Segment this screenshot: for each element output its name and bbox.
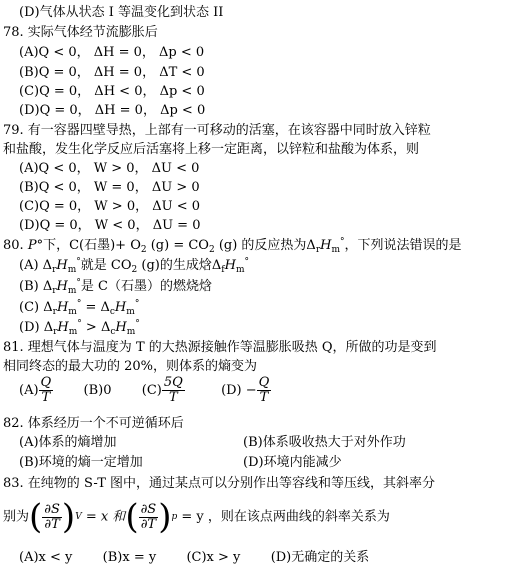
q80-pressure: P° [27,238,44,253]
q80-number: 80. [3,238,24,253]
q79-option-a: (A)Q < 0， W > 0， ΔU < 0 [19,161,200,176]
sub-m: m [126,307,135,317]
q81-option-b: (B)0 [83,383,112,398]
q80-option-d [19,320,140,336]
sub-2: 2 [131,265,138,275]
q80-b-pre: (B) Δ [19,279,53,294]
sup-deg: ° [77,319,82,329]
q80-stem-c: (g) 的反应热为Δ [214,238,316,253]
q81-option-d [221,375,271,405]
q81-option-c [141,375,185,405]
paren-left: ( [29,497,43,537]
q81-c-label: (C) [141,383,162,398]
sup-deg: ° [76,299,82,309]
frac-num: Q [40,375,52,390]
q81-stem-line2: 相同终态的最大功的 20%，则体系的熵变为 [3,359,258,374]
sub-r: r [52,265,57,275]
q83-eq-y: = y ，则在该点两曲线的斜率关系为 [177,509,390,525]
frac-num: Q [258,375,270,390]
symbol-h: H [114,300,127,315]
option-d-prev: (D)气体从状态 I 等温变化到状态 II [19,5,224,20]
q80-option-a [19,258,249,274]
q80-d-pre: (D) Δ [19,320,54,335]
sup-deg: ° [134,299,140,309]
sub-m: m [331,245,341,255]
q78-option-d: (D)Q = 0， ΔH = 0， Δp < 0 [19,103,206,118]
q81-d-label: (D) − [221,383,257,398]
sub-m: m [235,265,245,275]
q80-option-b [19,279,212,295]
frac-den: T [259,390,269,405]
q80-stem-a: 下，C(石墨)+ O [43,238,141,253]
q80-stem [3,238,462,254]
q80-stem-b: (g) = CO [146,238,209,253]
q78-option-c: (C)Q = 0， ΔH < 0， Δp < 0 [19,84,205,99]
q79-stem-line2: 和盐酸，发生化学反应后活塞将上移一定距离，以锌粒和盐酸为体系，则 [3,142,420,157]
partial-s: ∂S [140,501,157,517]
sub-m: m [67,265,77,275]
q78-option-b: (B)Q = 0， ΔH = 0， ΔT < 0 [19,65,205,80]
sub-m: m [67,286,77,296]
q79-option-d: (D)Q = 0， W < 0， ΔU = 0 [19,218,201,233]
sub-2: 2 [208,245,215,255]
q83-options [19,550,369,566]
paren-right: ) [61,497,76,537]
q79-option-c: (C)Q = 0， W > 0， ΔU < 0 [19,199,201,214]
sub-r: r [53,327,58,337]
q82-option-c: (B)环境的熵一定增加 [19,455,143,470]
partial-t: ∂T [44,516,60,532]
q83-pre: 别为 [3,509,30,525]
partial-s: ∂S [44,501,60,517]
paren-right: ) [158,497,172,537]
sub-2: 2 [140,245,147,255]
symbol-h: H [115,320,127,335]
q80-option-c [19,300,139,316]
sub-r: r [52,286,57,296]
symbol-h: H [56,300,69,315]
sub-m: m [126,327,136,337]
q82-option-a: (A)体系的熵增加 [19,435,117,450]
q82-option-d: (D)环境内能减少 [243,455,342,470]
q80-a-mid: 就是 CO [80,258,132,273]
q80-a-end: (g)的生成焓Δ [137,258,222,273]
q80-d-mid: > Δ [81,320,111,335]
sup-deg: ° [76,257,81,267]
q80-c-pre: (C) Δ [19,300,53,315]
sup-deg: ° [244,257,249,267]
q81-stem-line1: 81. 理想气体与温度为 T 的大热源接触作等温膨胀吸热 Q，所做的功是变到 [3,340,437,355]
q83-stem-line2: 别为 ( $\frac{\partial S}{\partial T}$ ) V = x 和 ( $\frac{\partial S}{\partial T}$ ) p = y ，则在该点两曲线的斜率关系为 [3,497,390,537]
q83-option-d: (D)无确定的关系 [270,550,370,565]
symbol-h: H [56,258,68,273]
q79-option-b: (B)Q < 0， W = 0， ΔU > 0 [19,180,200,195]
sup-deg: ° [135,319,140,329]
q82-option-b: (B)体系吸收热大于对外作功 [243,435,406,450]
q83-eq-x: = x 和 [81,509,126,525]
q83-option-b: (B)x = y [102,550,157,565]
sub-c: c [109,307,115,317]
q83-option-c: (C)x > y [186,550,241,565]
sup-deg: ° [340,237,345,247]
sup-deg: ° [76,278,81,288]
frac-den: T [168,390,178,405]
q82-stem: 82. 体系经历一个不可逆循环后 [3,416,184,431]
sub-m: m [68,327,78,337]
q83-stem-line1: 83. 在纯物的 S-T 图中，通过某点可以分别作出等容线和等压线，其斜率分 [3,476,436,491]
q81-options [19,376,271,406]
symbol-h: H [224,258,236,273]
q80-stem-d: ，下列说法错误的是 [344,238,462,253]
q83-option-a: (A)x < y [19,550,73,565]
sub-c: c [110,327,116,337]
paren-left: ( [125,497,139,537]
q80-b-end: 是 C（石墨）的燃烧焓 [80,279,213,294]
partial-t: ∂T [140,516,157,532]
frac-num: 5Q [163,375,183,390]
sub-r: r [52,307,57,317]
sub-r: r [315,245,321,255]
symbol-h: H [320,238,332,253]
symbol-h: H [56,279,68,294]
q78-option-a: (A)Q < 0， ΔH = 0， Δp < 0 [19,45,205,60]
q81-option-a [19,375,53,405]
q81-a-label: (A) [19,383,39,398]
q78-stem: 78. 实际气体经节流膨胀后 [3,25,158,40]
sub-m: m [68,307,77,317]
q79-stem-line1: 79. 有一容器四壁导热，上部有一可移动的活塞，在该容器中同时放入锌粒 [3,123,431,138]
frac-den: T [41,390,51,405]
sub-f: f [221,265,225,275]
symbol-h: H [57,320,69,335]
q80-a-pre: (A) Δ [19,258,53,273]
q80-c-mid: = Δ [81,300,110,315]
